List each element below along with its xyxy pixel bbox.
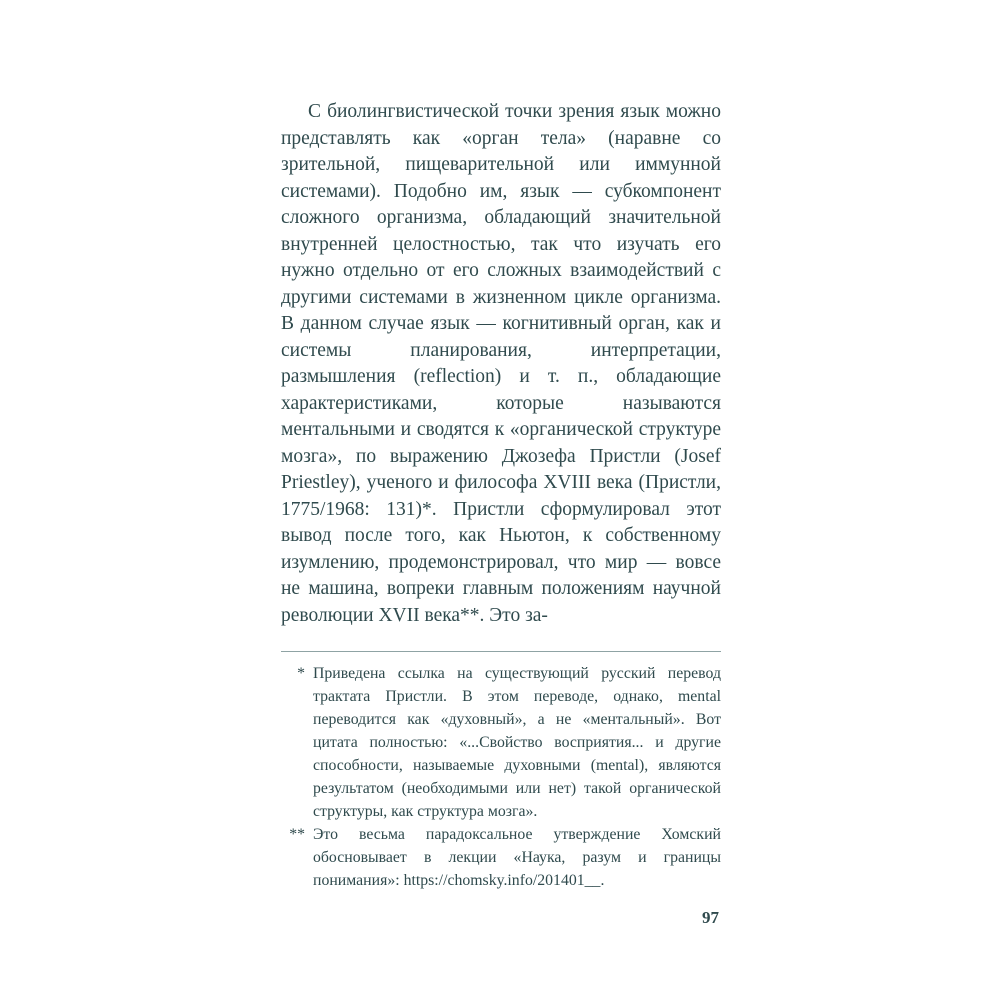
footnote-marker: *	[297, 665, 305, 682]
footnote-marker: **	[289, 826, 305, 843]
footnote-text: Приведена ссылка на существующий русский перевод трактата Пристли. В этом переводе, однако, mental переводится как «духовный», а не «ментальный». Вот цитата полностью: «...Свойство восприятия... и другие способности, называемые духовными (mental), являются результатом (необходимыми или нет) такой органической структуры, как структура мозга».	[313, 665, 721, 820]
footnote-text: Это весьма парадоксальное утверждение Хомский обосновывает в лекции «Наука, разум и границы понимания»: https://chomsky.info/201401__.	[313, 826, 721, 889]
page-number: 97	[702, 908, 719, 927]
text-column	[281, 99, 721, 928]
footnotes-section	[281, 662, 721, 892]
footnote	[281, 823, 721, 892]
body-paragraph: С биолингвистической точки зрения язык можно представлять как «орган тела» (наравне со зрительной, пищеварительной или иммунной системами). Подобно им, язык — субкомпонент сложного организма, обладающий значительной внутренней целостностью, так что изучать его нужно отдельно от его сложных взаимодействий с другими системами в жизненном цикле организма. В данном случае язык — когнитивный орган, как и системы планирования, интерпретации, размышления (reflection) и т. п., обладающие характеристиками, которые называются ментальными и сводятся к «органической структуре мозга», по выражению Джозефа Пристли (Josef Priestley), ученого и философа XVIII века (Пристли, 1775/1968: 131)*. Пристли сформулировал этот вывод после того, как Ньютон, к собственному изумлению, продемонстрировал, что мир — вовсе не машина, вопреки главным положениям научной революции XVII века**. Это за-	[281, 101, 721, 626]
footnote	[281, 662, 721, 823]
footnote-separator	[281, 651, 721, 652]
